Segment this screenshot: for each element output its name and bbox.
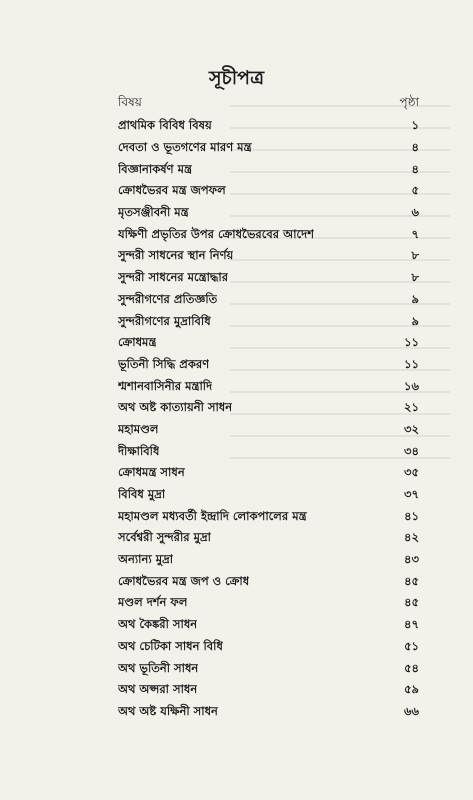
column-header-subject: বিষয়	[118, 95, 142, 109]
toc-row	[118, 246, 419, 268]
toc-entry-title: ক্রোধভৈরব মন্ত্র জপ ও ক্রোধ	[118, 573, 250, 588]
toc-entry-title: ক্রোধমন্ত্র	[118, 335, 157, 350]
toc-row	[118, 441, 419, 463]
toc-entry-title: বিবিধ মুদ্রা	[118, 487, 166, 502]
toc-entry-title: ক্রোধভৈরব মন্ত্র জপফল	[118, 183, 226, 198]
toc-row	[118, 506, 419, 528]
toc-row	[118, 571, 419, 593]
toc-entry-page: ১১	[404, 335, 419, 350]
toc-entry-title: মহামণ্ডল	[118, 421, 159, 436]
toc-row	[118, 355, 419, 377]
toc-entry-page: ৮	[411, 270, 419, 285]
toc-entry-title: সুন্দরী সাধনের মন্ত্রোদ্ধার	[118, 270, 229, 285]
toc-row	[118, 463, 419, 485]
toc-row	[118, 203, 419, 225]
toc-entry-title: ক্রোধমন্ত্র সাধন	[118, 465, 185, 480]
toc-entry-title: সর্বেশ্বরী সুন্দরীর মুদ্রা	[118, 530, 211, 545]
toc-row	[118, 181, 419, 203]
toc-entry-title: দীক্ষাবিধি	[118, 443, 160, 458]
toc-row	[118, 311, 419, 333]
toc-row	[118, 398, 419, 420]
toc-entry-title: শ্মশানবাসিনীর মন্ত্রাদি	[118, 378, 213, 393]
toc-entry-page: ৫৪	[404, 660, 419, 675]
toc-entry-page: ৪	[411, 140, 419, 155]
toc-entry-page: ৯	[411, 291, 419, 306]
toc-entry-page: ৯	[411, 313, 419, 328]
toc-entry-title: মৃতসঞ্জীবনী মন্ত্র	[118, 205, 189, 220]
toc-row	[118, 485, 419, 507]
toc-entry-title: যক্ষিণী প্রভৃতির উপর ক্রোধভৈরবের আদেশ	[118, 226, 314, 241]
toc-row	[118, 550, 419, 572]
toc-entry-page: ৩৪	[404, 443, 419, 458]
toc-entry-page: ৪৫	[404, 573, 419, 588]
toc-row	[118, 528, 419, 550]
toc-row	[118, 159, 419, 181]
toc-entry-page: ৫৯	[404, 682, 419, 697]
toc-row	[118, 138, 419, 160]
toc-entry-title: অথ কৈঙ্করী সাধন	[118, 617, 198, 632]
toc-row	[118, 116, 419, 138]
toc-entry-page: ৪৫	[404, 595, 419, 610]
toc-entry-title: সুন্দরীগণের মুদ্রাবিধি	[118, 313, 211, 328]
toc-entry-page: ৬৬	[404, 703, 419, 718]
toc-row	[118, 290, 419, 312]
toc-entry-page: ৪১	[404, 508, 419, 523]
toc-row	[118, 615, 419, 637]
toc-row	[118, 658, 419, 680]
toc-entry-title: মহামণ্ডল মধ্যবর্তী ইন্দ্রাদি লোকপালের মন্ত্র	[118, 508, 307, 523]
table-of-contents	[118, 116, 419, 723]
toc-entry-page: ৪২	[404, 530, 419, 545]
toc-entry-title: সুন্দরীগণের প্রতিজ্ঞতি	[118, 291, 218, 306]
toc-entry-title: অথ অপ্সরা সাধন	[118, 682, 198, 697]
toc-entry-page: ২১	[404, 400, 419, 415]
toc-entry-title: ভূতিনী সিদ্ধি প্রকরণ	[118, 356, 210, 371]
toc-row	[118, 376, 419, 398]
toc-entry-page: ৫১	[404, 638, 419, 653]
toc-entry-title: অন্যান্য মুদ্রা	[118, 552, 174, 567]
toc-entry-page: ৪	[411, 161, 419, 176]
page-title: সূচীপত্র	[208, 67, 265, 89]
toc-entry-title: অথ অষ্ট কাত্যায়নী সাধন	[118, 400, 233, 415]
toc-entry-title: বিজ্ঞানাকর্ষণ মন্ত্র	[118, 161, 192, 176]
toc-entry-title: অথ চেটিকা সাধন বিধি	[118, 638, 223, 653]
toc-entry-page: ১১	[404, 356, 419, 371]
toc-row	[118, 593, 419, 615]
toc-entry-title: সুন্দরী সাধনের স্থান নির্ণয়	[118, 248, 234, 263]
toc-row	[118, 333, 419, 355]
toc-row	[118, 637, 419, 659]
toc-entry-page: ৮	[411, 248, 419, 263]
toc-entry-title: প্রাথমিক বিবিধ বিষয়	[118, 118, 212, 133]
toc-entry-title: দেবতা ও ভূতগণের মারণ মন্ত্র	[118, 140, 252, 155]
toc-entry-page: ৩৫	[404, 465, 419, 480]
toc-entry-page: ৫	[411, 183, 419, 198]
toc-row	[118, 420, 419, 442]
toc-entry-title: অথ ভূতিনী সাধন	[118, 660, 199, 675]
toc-entry-page: ৩৭	[404, 487, 419, 502]
toc-row	[118, 680, 419, 702]
toc-entry-page: ৪৭	[404, 617, 419, 632]
toc-entry-title: মণ্ডল দর্শন ফল	[118, 595, 188, 610]
toc-entry-title: অথ অষ্ট যক্ষিনী সাধন	[118, 703, 218, 718]
toc-row	[118, 702, 419, 724]
toc-entry-page: ১	[411, 118, 419, 133]
toc-entry-page: ৬	[411, 205, 419, 220]
toc-row	[118, 268, 419, 290]
toc-entry-page: ১৬	[404, 378, 419, 393]
toc-entry-page: ৩২	[404, 421, 419, 436]
toc-entry-page: ৪৩	[404, 552, 419, 567]
toc-entry-page: ৭	[411, 226, 419, 241]
toc-row	[118, 224, 419, 246]
column-header-page: পৃষ্ঠা	[399, 95, 419, 109]
